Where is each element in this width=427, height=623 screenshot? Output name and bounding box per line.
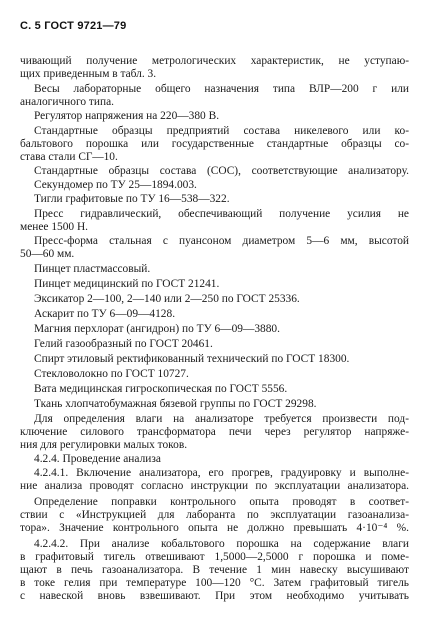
text-line: 50—60 мм. <box>20 248 75 260</box>
text-line: 4.2.4.2. При анализе кобальтового порошка на содержание влаги <box>34 538 409 550</box>
text-line: щих приведенным в табл. 3. <box>20 68 157 80</box>
text-line: в токе гелия при температуре 100—120 °С. Затем графитовый тигель <box>20 577 409 589</box>
text-line: Секундомер по ТУ 25—1894.003. <box>34 179 197 191</box>
text-line: в графитовый тигель отвешивают 1,5000—2,5000 г порошка и поме- <box>20 551 409 563</box>
text-line: тора». Значение контрольного опыта не должно превышать 4·10⁻⁴ %. <box>20 522 409 534</box>
text-line: Стандартные образцы предприятий состава никелевого или ко- <box>34 125 409 137</box>
text-line: Стекловолокно по ГОСТ 10727. <box>34 368 189 380</box>
section-heading: 4.2.4. Проведение анализа <box>34 453 161 465</box>
text-line: бальтового порошка или государственные стандартные образцы со- <box>20 138 409 150</box>
text-line: Ткань хлопчатобумажная бязевой группы по ГОСТ 29298. <box>34 398 317 410</box>
text-line: Регулятор напряжения на 220—380 В. <box>34 110 220 122</box>
text-line: Для определения влаги на анализаторе требуется произвести под- <box>34 413 409 425</box>
text-line: Весы лабораторные общего назначения типа ВЛР—200 г или <box>34 83 409 95</box>
text-line: ствии с «Инструкцией для лаборанта по эксплуатации газоанализа- <box>20 509 409 521</box>
text-line: Эксикатор 2—100, 2—140 или 2—250 по ГОСТ 25336. <box>34 293 300 305</box>
text-line: с навеской вновь взвешивают. При этом необходимо учитывать <box>20 590 409 602</box>
text-line: ния для регулировки малых токов. <box>20 439 188 451</box>
text-line: Спирт этиловый ректификованный технический по ГОСТ 18300. <box>34 353 350 365</box>
text-line: Гелий газообразный по ГОСТ 20461. <box>34 338 213 350</box>
text-line: става стали СГ—10. <box>20 151 118 163</box>
text-line: ние анализа проводят согласно инструкции по эксплуатации анализатора. <box>20 480 409 492</box>
text-line: менее 1500 Н. <box>20 221 89 233</box>
text-line: Пинцет медицинский по ГОСТ 21241. <box>34 278 220 290</box>
text-line: Пинцет пластмассовый. <box>34 263 151 275</box>
text-line: Пресс гидравлический, обеспечивающий получение усилия не <box>34 208 409 220</box>
text-line: щают в печь газоанализатора. В течение 1 мин навеску высушивают <box>20 564 409 576</box>
text-line: ключение силового трансформатора печи через регулятор напряже- <box>20 426 409 438</box>
text-line: Аскарит по ТУ 6—09—4128. <box>34 308 176 320</box>
text-line: Определение поправки контрольного опыта проводят в соответ- <box>34 496 409 508</box>
text-line: Стандартные образцы состава (СОС), соответствующие анализатору. <box>34 165 409 177</box>
text-line: аналогичного типа. <box>20 96 114 108</box>
text-line: Тигли графитовые по ТУ 16—538—322. <box>34 193 230 205</box>
text-line: 4.2.4.1. Включение анализатора, его прогрев, градуировку и выполне- <box>34 467 409 479</box>
page-header: С. 5 ГОСТ 9721—79 <box>20 20 127 32</box>
text-line: чивающий получение метрологических характеристик, не уступаю- <box>20 55 409 67</box>
text-line: Вата медицинская гигроскопическая по ГОСТ 5556. <box>34 383 288 395</box>
text-line: Пресс-форма стальная с пуансоном диаметром 5—6 мм, высотой <box>34 235 409 247</box>
text-line: Магния перхлорат (ангидрон) по ТУ 6—09—3880. <box>34 323 280 335</box>
